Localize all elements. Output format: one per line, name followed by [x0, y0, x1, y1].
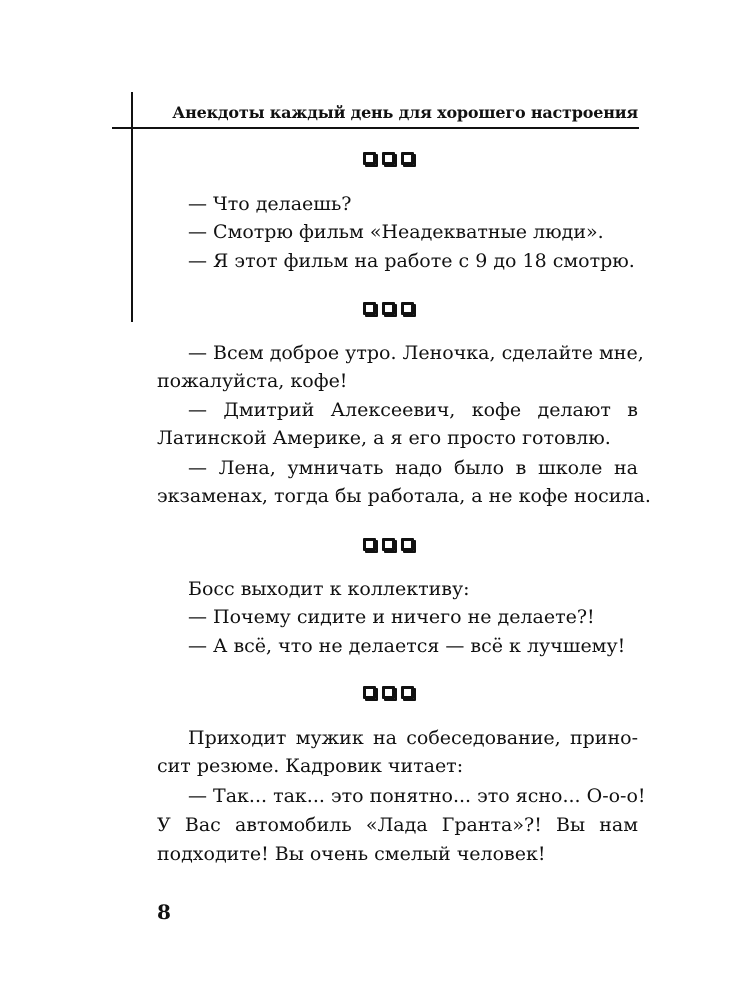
joke-2-line-3: — Дмитрий Алексеевич, кофе делают в — [188, 399, 638, 421]
joke-3-line-1: Босс выходит к коллективу: — [188, 578, 470, 600]
joke-2-line-2: пожалуйста, кофе! — [157, 370, 348, 392]
joke-1-line-3: — Я этот фильм на работе с 9 до 18 смотрю. — [188, 250, 635, 272]
joke-3-line-3: — А всё, что не делается — всё к лучшему! — [188, 635, 626, 657]
square-ornament-icon — [363, 302, 376, 315]
joke-4-line-1: Приходит мужик на собеседование, прино- — [188, 727, 638, 749]
joke-4-line-5: подходите! Вы очень смелый человек! — [157, 843, 546, 865]
separator-ornament — [363, 686, 414, 699]
square-ornament-icon — [363, 152, 376, 165]
square-ornament-icon — [382, 538, 395, 551]
square-ornament-icon — [363, 538, 376, 551]
page-number: 8 — [157, 900, 171, 924]
square-ornament-icon — [401, 302, 414, 315]
joke-2-line-4: Латинской Америке, а я его просто готовлю. — [157, 427, 611, 449]
square-ornament-icon — [382, 152, 395, 165]
separator-ornament — [363, 152, 414, 165]
separator-ornament — [363, 302, 414, 315]
joke-2-line-1: — Всем доброе утро. Леночка, сделайте мне, — [188, 342, 644, 364]
square-ornament-icon — [401, 686, 414, 699]
separator-ornament — [363, 538, 414, 551]
joke-3-line-2: — Почему сидите и ничего не делаете?! — [188, 606, 595, 628]
joke-1-line-2: — Смотрю фильм «Неадекватные люди». — [188, 221, 604, 243]
square-ornament-icon — [401, 538, 414, 551]
joke-2-line-6: экзаменах, тогда бы работала, а не кофе носила. — [157, 485, 651, 507]
header-horizontal-rule — [112, 127, 639, 129]
joke-4-line-2: сит резюме. Кадровик читает: — [157, 755, 464, 777]
joke-2-line-5: — Лена, умничать надо было в школе на — [188, 457, 638, 479]
square-ornament-icon — [363, 686, 376, 699]
running-header: Анекдоты каждый день для хорошего настроения — [172, 103, 638, 122]
joke-4-line-3: — Так... так... это понятно... это ясно... О-о-о! — [188, 785, 646, 807]
joke-4-line-4: У Вас автомобиль «Лада Гранта»?! Вы нам — [157, 814, 638, 836]
joke-1-line-1: — Что делаешь? — [188, 193, 352, 215]
square-ornament-icon — [401, 152, 414, 165]
square-ornament-icon — [382, 302, 395, 315]
square-ornament-icon — [382, 686, 395, 699]
